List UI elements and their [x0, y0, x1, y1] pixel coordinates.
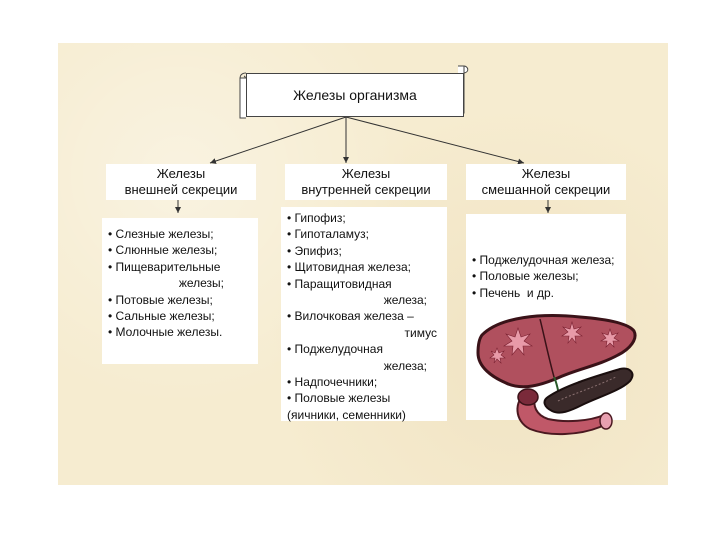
- bullet: •: [108, 259, 113, 274]
- list-item: [287, 341, 441, 374]
- heading-endocrine-line1: Железы: [341, 166, 391, 181]
- list-item: [108, 324, 252, 340]
- list-item: [287, 259, 441, 275]
- list-item: [108, 242, 252, 258]
- item-continuation: железы;: [178, 276, 224, 291]
- title-scroll: [246, 73, 464, 117]
- list-item: [287, 374, 441, 390]
- item-text: Пищеварительные: [115, 259, 221, 274]
- bullet: •: [108, 325, 113, 340]
- item-continuation: железа;: [383, 293, 427, 308]
- bullet: •: [108, 309, 113, 324]
- item-text: Молочные железы.: [115, 325, 223, 340]
- item-text: Поджелудочная железа;: [479, 253, 615, 267]
- list-item: [108, 308, 252, 324]
- list-exocrine: [102, 218, 258, 364]
- bullet: •: [472, 253, 477, 267]
- bullet: •: [287, 375, 292, 390]
- list-endocrine: [281, 207, 447, 421]
- bullet: •: [287, 309, 292, 324]
- bullet: •: [287, 243, 292, 258]
- list-item: [108, 226, 252, 242]
- list-item: [287, 390, 441, 423]
- bullet: •: [108, 227, 113, 241]
- list-item: [287, 210, 441, 226]
- item-text: Паращитовидная: [294, 276, 392, 291]
- scroll-right-curl: [464, 66, 468, 73]
- duodenum-opening: [600, 413, 612, 429]
- item-text: Вилочковая железа –: [294, 309, 414, 324]
- bullet: •: [287, 211, 292, 225]
- bullet: •: [287, 276, 292, 291]
- item-text: Эпифиз;: [294, 243, 342, 258]
- heading-mixed-line2: смешанной секреции: [481, 182, 611, 197]
- list-item: [287, 276, 441, 309]
- list-item: [287, 243, 441, 259]
- bullet: •: [108, 243, 113, 258]
- list-item: [472, 268, 620, 284]
- list-item: [287, 308, 441, 341]
- list-item: [472, 285, 620, 301]
- bullet: •: [287, 227, 292, 242]
- item-text: Щитовидная железа;: [294, 260, 411, 275]
- item-text: Гипоталамуз;: [294, 227, 369, 242]
- item-text: Слюнные железы;: [115, 243, 218, 258]
- bullet: •: [287, 342, 292, 357]
- item-text: Надпочечники;: [294, 375, 378, 390]
- heading-exocrine-line1: Железы: [156, 166, 206, 181]
- heading-endocrine: [285, 164, 447, 200]
- liver-pancreas-illustration: [470, 305, 640, 445]
- arrow-to-mixed: [346, 117, 524, 163]
- list-item: [472, 252, 620, 268]
- item-text: Поджелудочная: [294, 342, 383, 357]
- item-text: Гипофиз;: [294, 211, 346, 225]
- list-item: [287, 226, 441, 242]
- list-item: [108, 292, 252, 308]
- diagram-title: Железы организма: [293, 87, 417, 103]
- arrow-to-exocrine: [210, 117, 346, 163]
- item-text: Сальные железы;: [115, 309, 215, 324]
- stomach-stub: [518, 389, 538, 405]
- item-continuation: железа;: [383, 358, 427, 373]
- item-text: Половые железы;: [479, 269, 579, 284]
- heading-mixed-line1: Железы: [521, 166, 571, 181]
- bullet: •: [108, 292, 113, 307]
- list-item: [108, 259, 252, 292]
- bullet: •: [287, 391, 292, 406]
- heading-endocrine-line2: внутренней секреции: [301, 182, 431, 197]
- item-text: Потовые железы;: [115, 292, 213, 307]
- heading-exocrine-line2: внешней секреции: [124, 182, 238, 197]
- item-text: Половые железы: [294, 391, 391, 406]
- heading-exocrine: [106, 164, 256, 200]
- item-text: Слезные железы;: [115, 227, 214, 241]
- bullet: •: [287, 260, 292, 275]
- heading-mixed: [466, 164, 626, 200]
- bullet: •: [472, 285, 477, 300]
- item-subtext: (яичники, семенники): [287, 407, 406, 422]
- bullet: •: [472, 269, 477, 284]
- item-text: Печень и др.: [479, 285, 554, 300]
- item-continuation: тимус: [404, 325, 437, 340]
